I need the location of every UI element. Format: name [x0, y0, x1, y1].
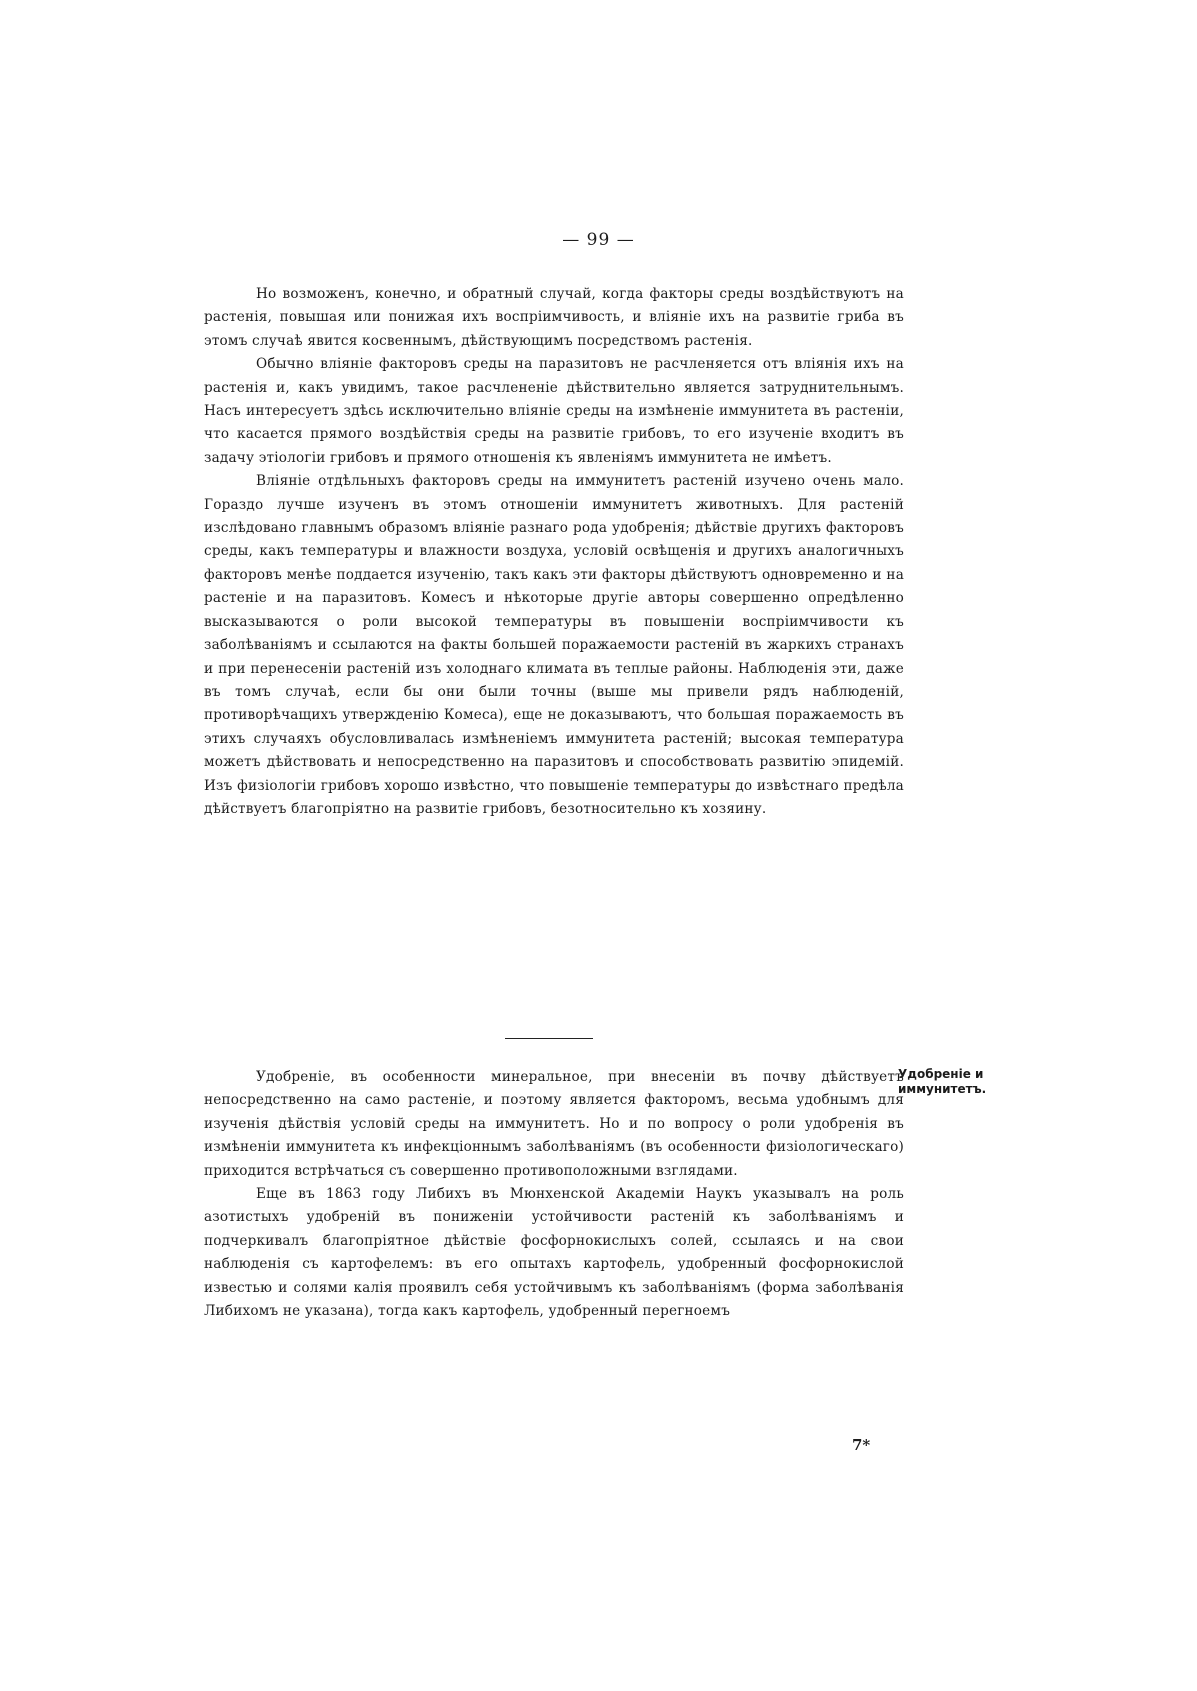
paragraph: Но возможенъ, конечно, и обратный случай, когда факторы среды воздѣйствуютъ на растенія, повышая или понижая ихъ воспріимчивость, и вліяніе ихъ на развитіе гриба въ этомъ случаѣ явится косвеннымъ, дѣйствующимъ посредствомъ растенія. [204, 286, 904, 349]
margin-note-line: Удобреніе и [898, 1067, 984, 1081]
section-divider [505, 1038, 593, 1039]
signature-mark: 7* [852, 1436, 871, 1454]
main-text-section-1 [204, 283, 904, 821]
margin-note [898, 1067, 1008, 1097]
main-text-section-2 [204, 1066, 904, 1323]
paragraph: Удобреніе, въ особенности минеральное, при внесеніи въ почву дѣйствуетъ непосредственно на само растеніе, и поэтому является факторомъ, весьма удобнымъ для изученія дѣйствія условій среды на иммунитетъ. Но и по вопросу о роли удобренія въ измѣненіи иммунитета къ инфекціоннымъ заболѣваніямъ (въ особенности физіологическаго) приходится встрѣчаться съ совершенно противоположными взглядами. [204, 1069, 904, 1179]
margin-note-line: иммунитетъ. [898, 1082, 987, 1096]
paragraph: Обычно вліяніе факторовъ среды на паразитовъ не расчленяется отъ вліянія ихъ на растенія и, какъ увидимъ, такое расчлененіе дѣйствительно является затруднительнымъ. Насъ интересуетъ здѣсь исключительно вліяніе среды на измѣненіе иммунитета въ растеніи, что касается прямого воздѣйствія среды на развитіе грибовъ, то его изученіе входитъ въ задачу этіологіи грибовъ и прямого отношенія къ явленіямъ иммунитета не имѣетъ. [204, 356, 904, 466]
paragraph: Вліяніе отдѣльныхъ факторовъ среды на иммунитетъ растеній изучено очень мало. Гораздо лучше изученъ въ этомъ отношеніи иммунитетъ животныхъ. Для растеній изслѣдовано главнымъ образомъ вліяніе разнаго рода удобренія; дѣйствіе другихъ факторовъ среды, какъ температуры и влажности воздуха, условій освѣщенія и другихъ аналогичныхъ факторовъ менѣе поддается изученію, такъ какъ эти факторы дѣйствуютъ одновременно и на растеніе и на паразитовъ. Комесъ и нѣкоторые другіе авторы совершенно опредѣленно высказываются о роли высокой температуры въ повышеніи воспріимчивости къ заболѣваніямъ и ссылаются на факты большей поражаемости растеній въ жаркихъ странахъ и при перенесеніи растеній изъ холоднаго климата въ теплые районы. Наблюденія эти, даже въ томъ случаѣ, если бы они были точны (выше мы привели рядъ наблюденій, противорѣчащихъ утвержденію Комеса), еще не доказываютъ, что большая поражаемость въ этихъ случаяхъ обусловливалась измѣненіемъ иммунитета растеній; высокая температура можетъ дѣйствовать и непосредственно на паразитовъ и способствовать развитію эпидемій. Изъ физіологіи грибовъ хорошо извѣстно, что повышеніе температуры до извѣстнаго предѣла дѣйствуетъ благопріятно на развитіе грибовъ, безотносительно къ хозяину. [204, 473, 904, 817]
paragraph: Еще въ 1863 году Либихъ въ Мюнхенской Академіи Наукъ указывалъ на роль азотистыхъ удобреній въ пониженіи устойчивости растеній къ заболѣваніямъ и подчеркивалъ благопріятное дѣйствіе фосфорнокислыхъ солей, ссылаясь и на свои наблюденія съ картофелемъ: въ его опытахъ картофель, удобренный фосфорнокислой известью и солями калія проявилъ себя устойчивымъ къ заболѣваніямъ (форма заболѣванія Либихомъ не указана), тогда какъ картофель, удобренный перегноемъ [204, 1186, 904, 1320]
page-number: — 99 — [562, 230, 635, 250]
